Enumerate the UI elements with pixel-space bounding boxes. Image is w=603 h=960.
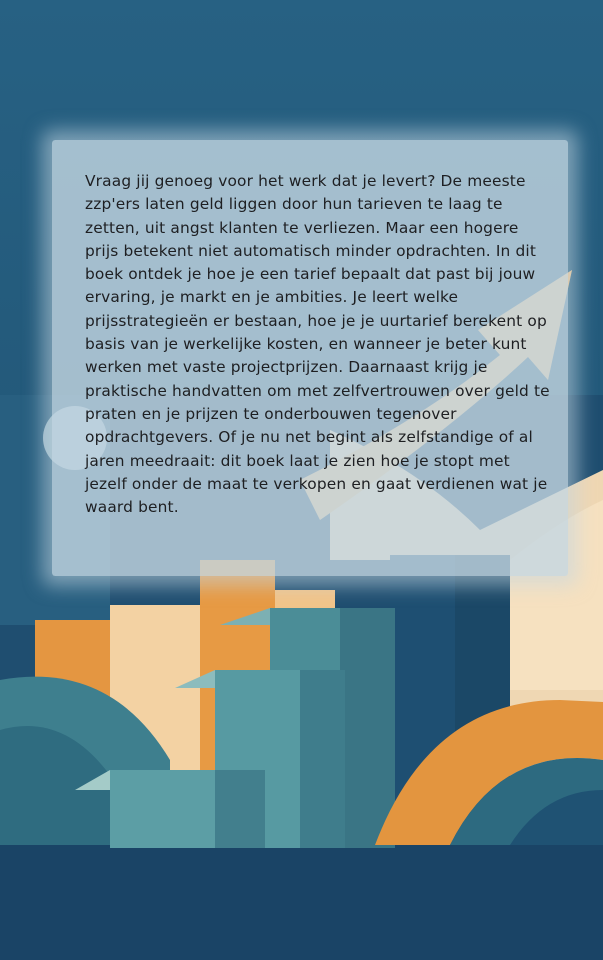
back-cover-blurb: Vraag jij genoeg voor het werk dat je levert? De meeste zzp'ers laten geld liggen door hun tarieven te laag te zetten, uit angst klanten te verliezen. Maar een hogere prijs betekent niet automatisch minder opdrachten. In dit boek ontdek je hoe je een tarief bepaalt dat past bij jouw ervaring, je markt en je ambities. Je leert welke prijsstrategieën er bestaan, hoe je je uurtarief berekent op basis van je werkelijke kosten, en wanneer je beter kunt werken met vaste projectprijzen. Daarnaast krijg je praktische handvatten om met zelfvertrouwen over geld te praten en je prijzen te onderbouwen tegenover opdrachtgevers. Of je nu net begint als zelfstandige of al jaren meedraait: dit boek laat je zien hoe je stopt met jezelf onder de maat te verkopen en gaat verdienen wat je waard bent. xyxy=(85,172,550,517)
